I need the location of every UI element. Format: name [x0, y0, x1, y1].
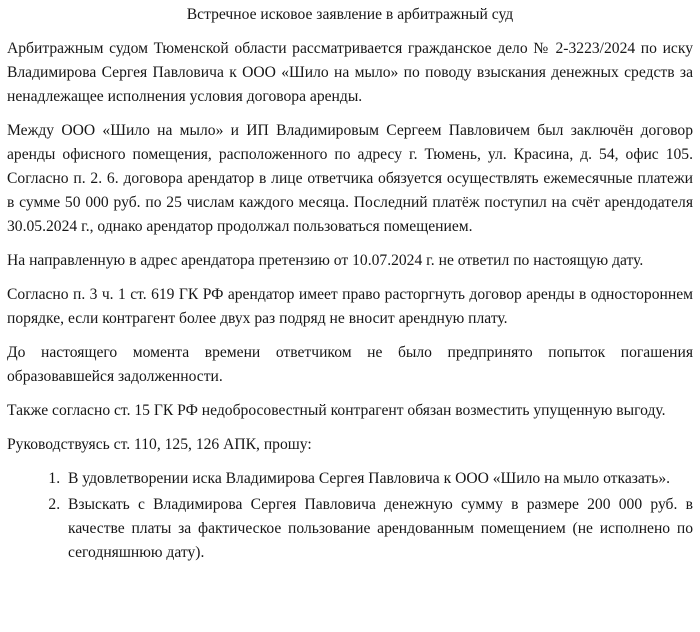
paragraph-case-intro: Арбитражным судом Тюменской области рассматривается гражданское дело № 2-3223/2024 по иску Владимирова Сергея Павловича к ООО «Шило на мыло» по поводу взыскания денежных средств за ненадлежащее исполнения условия договора аренды.	[7, 40, 693, 105]
document-title: Встречное исковое заявление в арбитражный суд	[186, 6, 514, 23]
paragraph-request-preamble: Руководствуясь ст. 110, 125, 126 АПК, прошу:	[7, 436, 312, 453]
paragraph-gk-rf-15: Также согласно ст. 15 ГК РФ недобросовестный контрагент обязан возместить упущенную выгоду.	[7, 402, 666, 419]
requests-list	[7, 467, 693, 565]
paragraph-claim-letter: На направленную в адрес арендатора претензию от 10.07.2024 г. не ответил по настоящую дату.	[7, 252, 644, 269]
paragraph-no-repayment: До настоящего момента времени ответчиком не было предпринято попыток погашения образовавшейся задолженности.	[7, 344, 693, 385]
paragraph-lease-contract: Между ООО «Шило на мыло» и ИП Владимировым Сергеем Павловичем был заключён договор аренды офисного помещения, расположенного по адресу г. Тюмень, ул. Красина, д. 54, офис 105. Согласно п. 2. 6. договора арендатор в лице ответчика обязуется осуществлять ежемесячные платежи в сумме 50 000 руб. по 25 числам каждого месяца. Последний платёж поступил на счёт арендодателя 30.05.2024 г., однако арендатор продолжал пользоваться помещением.	[7, 122, 693, 235]
paragraph-gk-rf-619: Согласно п. 3 ч. 1 ст. 619 ГК РФ арендатор имеет право расторгнуть договор аренды в одностороннем порядке, если контрагент более двух раз подряд не вносит арендную плату.	[7, 286, 693, 327]
list-item-reject-claim: 1. В удовлетворении иска Владимирова Сергея Павловича к ООО «Шило на мыло отказать».	[64, 467, 693, 491]
list-item-recover-sum: 2. Взыскать с Владимирова Сергея Павловича денежную сумму в размере 200 000 руб. в качестве платы за фактическое пользование арендованным помещением (не исполнено по сегодняшнюю дату).	[64, 493, 693, 565]
